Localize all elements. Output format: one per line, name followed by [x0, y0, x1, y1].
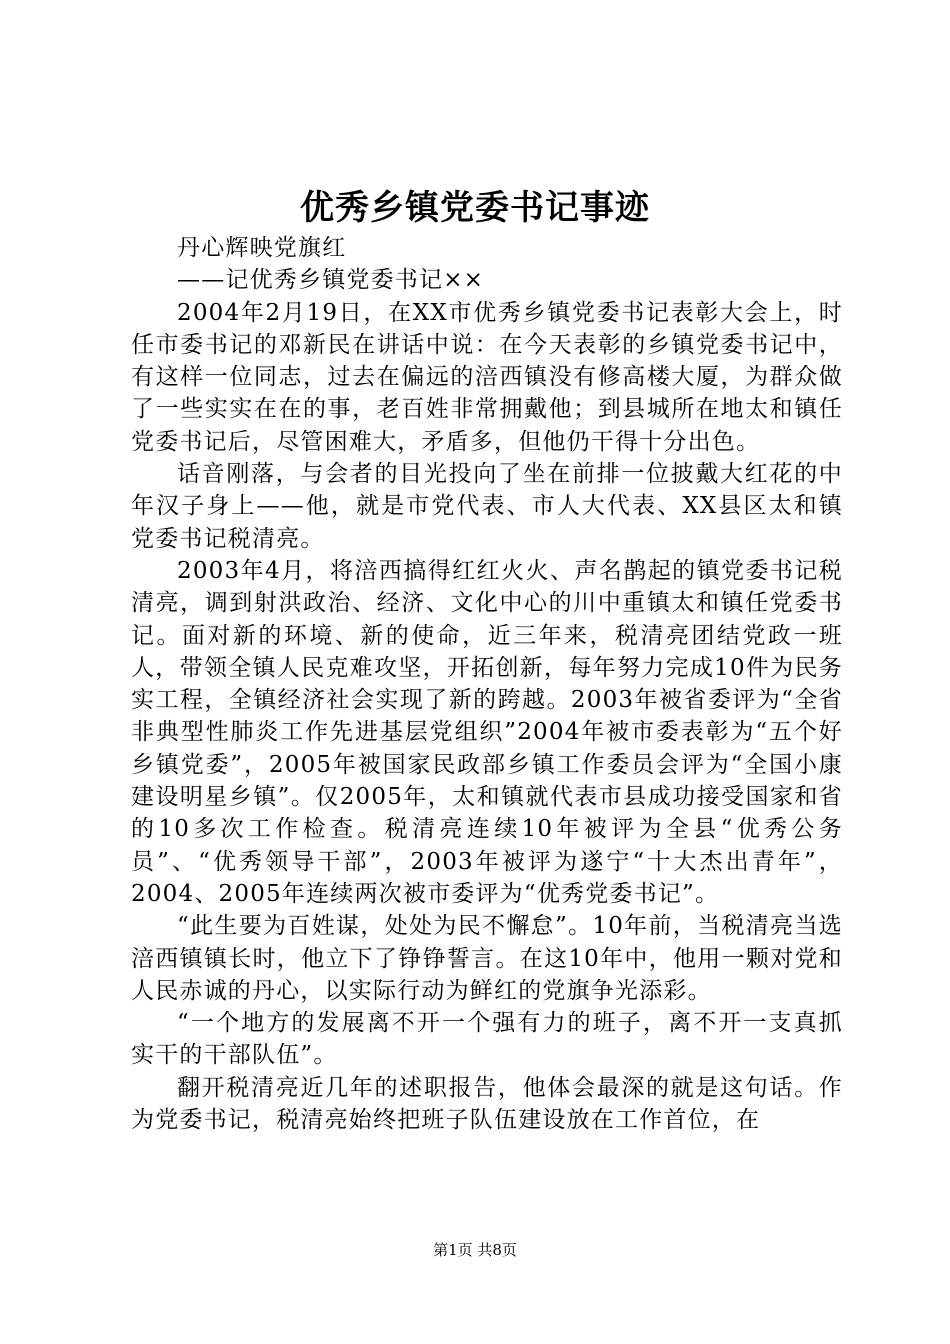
body-paragraph: “一个地方的发展离不开一个强有力的班子，离不开一支真抓实干的干部队伍”。: [131, 1010, 843, 1069]
document-body: [131, 232, 843, 1136]
page-number-footer: 第1页 共8页: [433, 1241, 517, 1259]
body-paragraph: 2004年2月19日，在XX市优秀乡镇党委书记表彰大会上，时任市委书记的邓新民在讲话中说：在今天表彰的乡镇党委书记中，有这样一位同志，过去在偏远的涪西镇没有修高楼大厦，为群众做了一些实实在在的事，老百姓非常拥戴他；到县城所在地太和镇任党委书记后，尽管困难大，矛盾多，但他仍干得十分出色。: [131, 299, 843, 455]
body-paragraph: “此生要为百姓谋，处处为民不懈怠”。10年前，当税清亮当选涪西镇镇长时，他立下了铮铮誓言。在这10年中，他用一颗对党和人民赤诚的丹心，以实际行动为鲜红的党旗争光添彩。: [131, 913, 843, 1004]
body-paragraph: 话音刚落，与会者的目光投向了坐在前排一位披戴大红花的中年汉子身上——他，就是市党代表、市人大代表、XX县区太和镇党委书记税清亮。: [131, 461, 843, 552]
body-paragraph: 翻开税清亮近几年的述职报告，他体会最深的就是这句话。作为党委书记，税清亮始终把班子队伍建设放在工作首位，在: [131, 1074, 843, 1134]
subtitle-line: 丹心辉映党旗红: [177, 235, 347, 261]
body-paragraph: 2003年4月，将涪西搞得红红火火、声名鹊起的镇党委书记税清亮，调到射洪政治、经济、文化中心的川中重镇太和镇任党委书记。面对新的环境、新的使命，近三年来，税清亮团结党政一班人，带领全镇人民克难攻坚，开拓创新，每年努力完成10件为民务实工程，全镇经济社会实现了新的跨越。2003年被省委评为“全省非典型性肺炎工作先进基层党组织”2004年被市委表彰为“五个好乡镇党委”，2005年被国家民政部乡镇工作委员会评为“全国小康建设明星乡镇”。仅2005年，太和镇就代表市县成功接受国家和省的10多次工作检查。税清亮连续10年被评为全县“优秀公务员”、“优秀领导干部”，2003年被评为遂宁“十大杰出青年”，2004、2005年连续两次被市委评为“优秀党委书记”。: [131, 557, 843, 907]
byline: ——记优秀乡镇党委书记××: [177, 267, 485, 294]
document-title: 优秀乡镇党委书记事迹: [300, 188, 650, 228]
